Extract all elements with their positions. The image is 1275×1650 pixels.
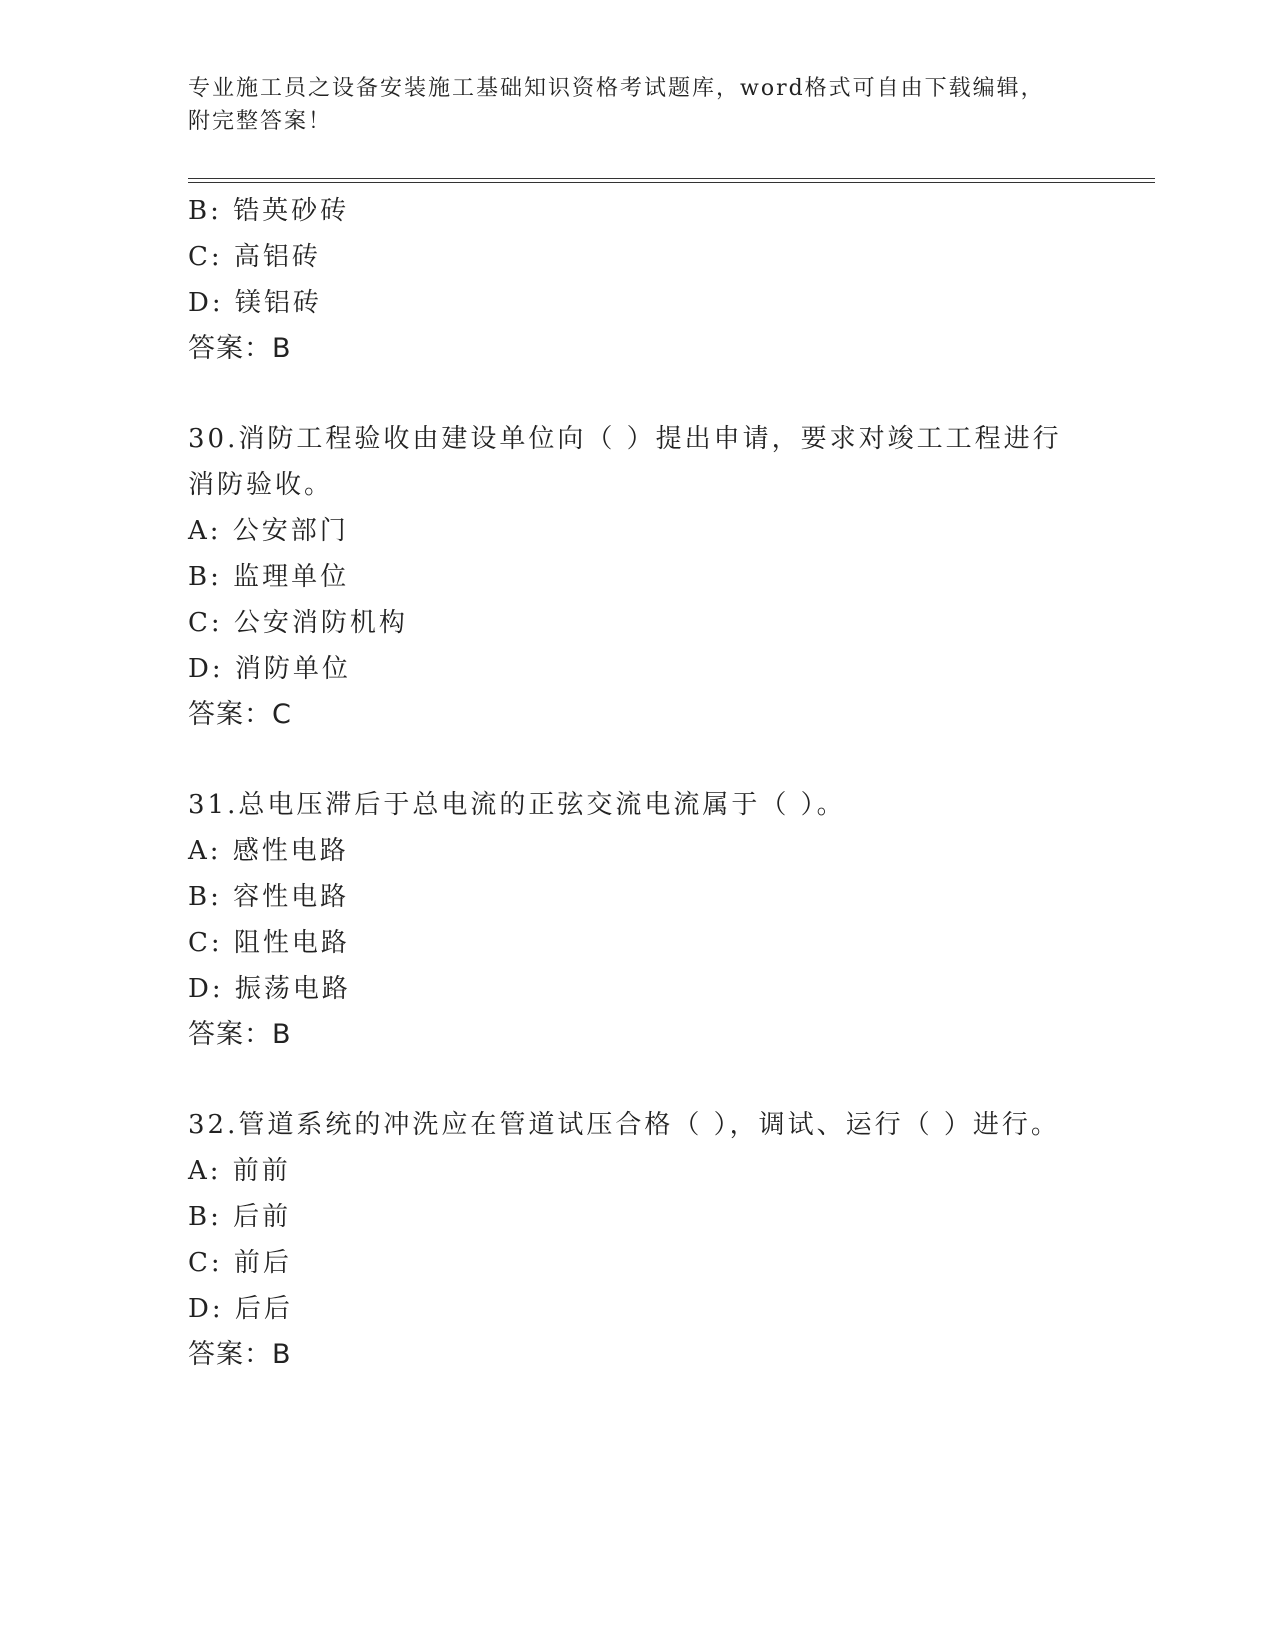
option-c: C: 公安消防机构	[188, 608, 408, 638]
spacer	[188, 372, 1108, 416]
header-divider-bottom	[188, 182, 1155, 183]
option-b: B: 容性电路	[188, 882, 350, 912]
question-text: 31.总电压滞后于总电流的正弦交流电流属于（ ）。	[188, 790, 846, 820]
spacer	[188, 1058, 1108, 1102]
question-text: 32.管道系统的冲洗应在管道试压合格（ ），调试、运行（ ）进行。	[188, 1110, 1060, 1140]
question-block-prev	[188, 188, 1108, 372]
option-b: B: 锆英砂砖	[188, 196, 350, 226]
option-b: B: 后前	[188, 1202, 292, 1232]
option-d: D: 后后	[188, 1294, 293, 1324]
question-list	[188, 188, 1108, 1378]
option-a: A: 前前	[188, 1156, 291, 1186]
option-a: A: 感性电路	[188, 836, 349, 866]
spacer	[188, 738, 1108, 782]
option-b: B: 监理单位	[188, 562, 350, 592]
answer-line: 答案：B	[188, 1339, 292, 1370]
option-d: D: 消防单位	[188, 654, 351, 684]
option-c: C: 高铝砖	[188, 242, 321, 272]
option-d: D: 振荡电路	[188, 974, 351, 1004]
question-block-31	[188, 782, 1108, 1058]
option-c: C: 阻性电路	[188, 928, 350, 958]
option-d: D: 镁铝砖	[188, 288, 322, 318]
option-c: C: 前后	[188, 1248, 292, 1278]
answer-line: 答案：B	[188, 333, 292, 364]
question-text: 30.消防工程验收由建设单位向（ ）提出申请，要求对竣工工程进行消防验收。	[188, 424, 1062, 500]
header-divider-top	[188, 178, 1155, 179]
option-a: A: 公安部门	[188, 516, 349, 546]
answer-line: 答案：C	[188, 699, 292, 730]
page-header: 专业施工员之设备安装施工基础知识资格考试题库，word格式可自由下载编辑，附完整答案！	[188, 76, 1045, 134]
question-block-30	[188, 416, 1108, 738]
question-block-32	[188, 1102, 1108, 1378]
answer-line: 答案：B	[188, 1019, 292, 1050]
